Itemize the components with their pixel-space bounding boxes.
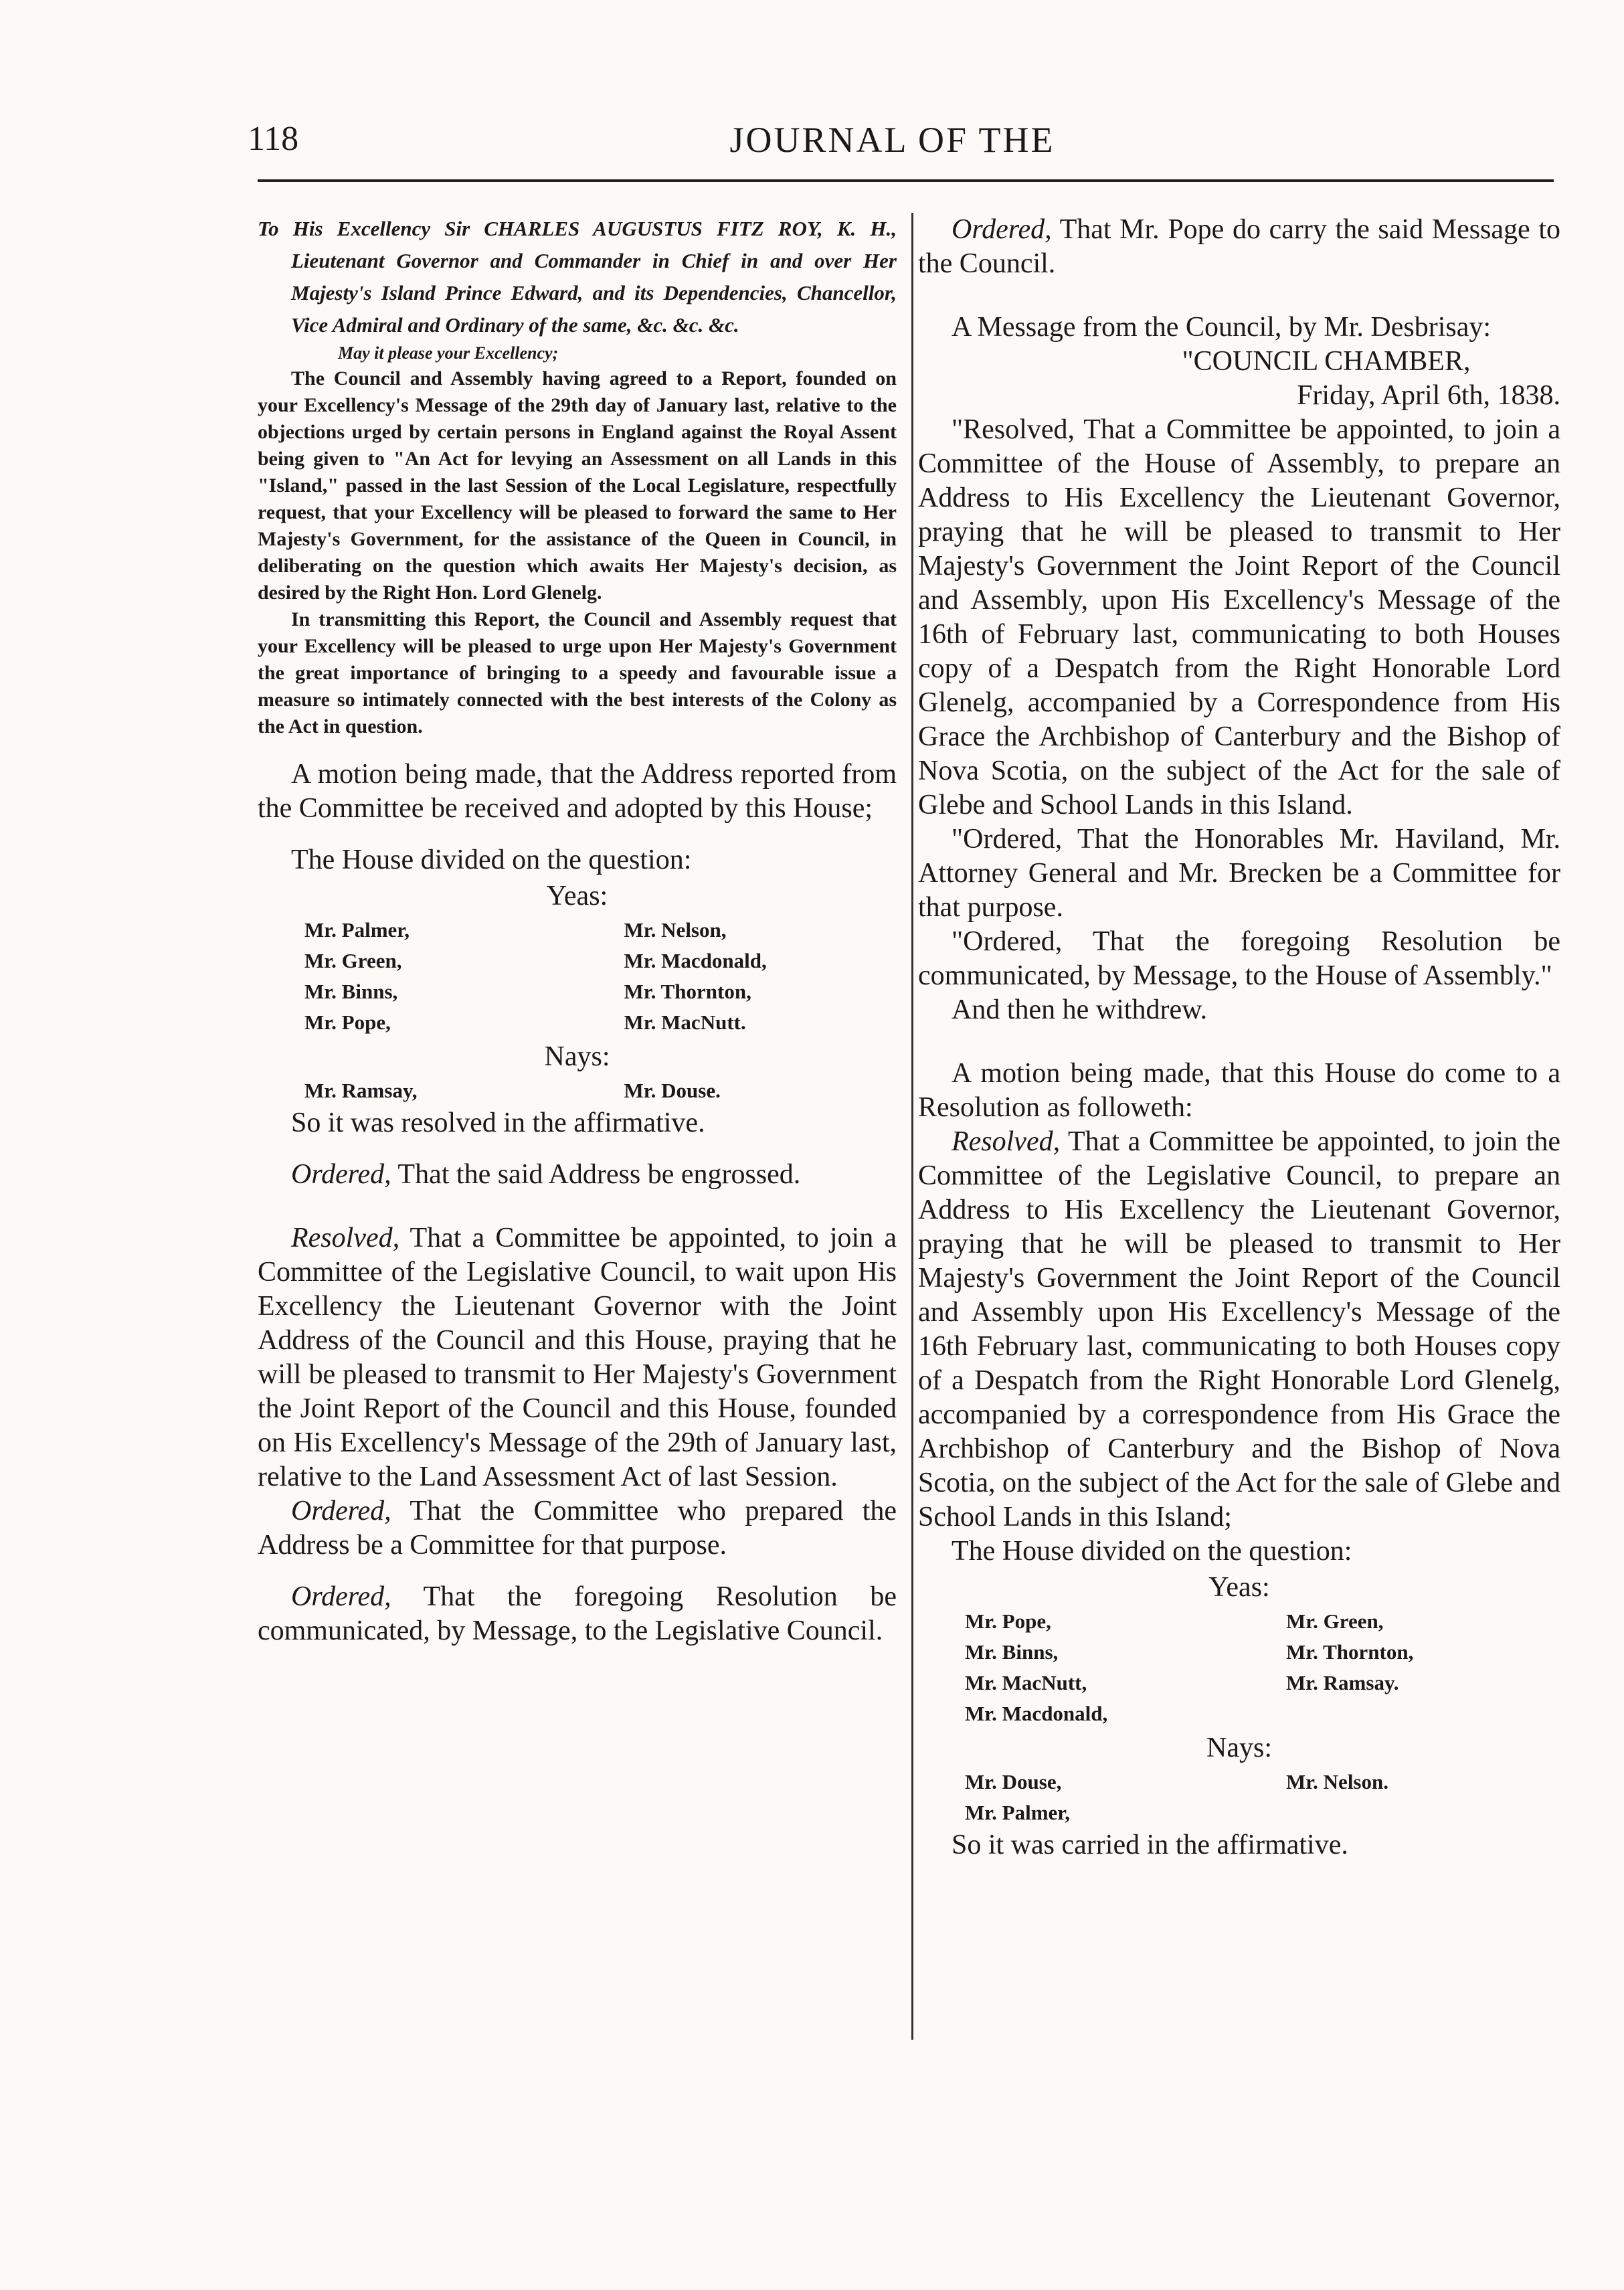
council-resolved: "Resolved, That a Committee be appointed, to join a Committee of the House of Assembly, to prepare an Address to His Excellency the Lieutenant Governor, praying that he will be pleased to transmit to Her Majesty's Government the Joint Report of the Council and Assembly, upon His Excellency's Message of the 16th of February last, communicating to both Houses copy of a Despatch from the Right Honorable Lord Glenelg, accompanied by a Correspondence from His Grace the Archbishop of Canterbury and the Bishop of Nova Scotia, on the subject of the Act for the sale of Glebe and School Lands in this Island. xyxy=(918,414,1560,820)
yea-member: Mr. Green, xyxy=(1286,1609,1384,1633)
yea-member: Mr. MacNutt, xyxy=(965,1671,1087,1694)
yeas-label: Yeas: xyxy=(546,881,608,911)
running-title: JOURNAL OF THE xyxy=(729,120,1055,160)
yea-member: Mr. Thornton, xyxy=(624,980,751,1003)
nay-member: Mr. Douse. xyxy=(624,1079,721,1102)
council-ordered-communicated: "Ordered, That the foregoing Resolution be communicated, by Message, to the House of Assembly." xyxy=(918,926,1560,991)
nay-member: Mr. Douse, xyxy=(965,1770,1062,1793)
yea-member: Mr. Pope, xyxy=(304,1010,391,1034)
yea-member: Mr. Binns, xyxy=(304,980,398,1003)
yeas-list xyxy=(258,915,897,1038)
address-paragraph-2: In transmitting this Report, the Council and Assembly request that your Excellency will be pleased to urge upon Her Majesty's Government the great importance of bringing to a speedy and favourable issue a measure so intimately connected with the best interests of the Colony as the Act in question. xyxy=(258,608,897,737)
resolved-affirmative: So it was resolved in the affirmative. xyxy=(291,1108,705,1138)
yea-member: Mr. Green, xyxy=(304,949,402,972)
ordered-engrossed: Ordered, That the said Address be engrossed. xyxy=(291,1159,801,1190)
right-column xyxy=(918,213,1560,1862)
ordered-communicated: Ordered, That the foregoing Resolution be communicated, by Message, to the Legislative Council. xyxy=(258,1581,897,1646)
withdrew: And then he withdrew. xyxy=(952,994,1208,1025)
nay-member: Mr. Nelson. xyxy=(1286,1770,1388,1793)
motion-paragraph: A motion being made, that the Address reported from the Committee be received and adopted by this House; xyxy=(258,759,897,824)
carried-affirmative: So it was carried in the affirmative. xyxy=(952,1830,1348,1860)
nays-list xyxy=(258,1075,897,1106)
nay-member xyxy=(1239,1797,1560,1828)
yea-member: Mr. Macdonald, xyxy=(624,949,767,972)
header-rule xyxy=(258,179,1554,182)
yeas-label-2: Yeas: xyxy=(1208,1572,1270,1603)
house-divided: The House divided on the question: xyxy=(291,845,692,875)
council-ordered-honorables: "Ordered, That the Honorables Mr. Haviland, Mr. Attorney General and Mr. Brecken be a Committee for that purpose. xyxy=(918,824,1560,923)
nay-member: Mr. Ramsay, xyxy=(304,1079,418,1102)
yea-member: Mr. Nelson, xyxy=(624,918,727,942)
column-divider xyxy=(911,213,913,2040)
yea-member: Mr. Ramsay. xyxy=(1286,1671,1399,1694)
salutation: May it please your Excellency; xyxy=(338,343,559,363)
nays-label-2: Nays: xyxy=(1206,1733,1272,1763)
ordered-pope: Ordered, That Mr. Pope do carry the said Message to the Council. xyxy=(918,214,1560,279)
yea-member: Mr. MacNutt. xyxy=(624,1010,746,1034)
house-divided-2: The House divided on the question: xyxy=(952,1536,1352,1567)
yea-member: Mr. Macdonald, xyxy=(965,1702,1108,1725)
address-heading: To His Excellency Sir CHARLES AUGUSTUS FITZ ROY, K. H., Lieutenant Governor and Commander in Chief in and over Her Majesty's Island Prince Edward, and its Dependencies, Chancellor, Vice Admiral and Ordinary of the same, &c. &c. &c. xyxy=(258,217,897,337)
resolved-committee: Resolved, That a Committee be appointed, to join a Committee of the Legislative Council, to wait upon His Excellency the Lieutenant Governor with the Joint Address of the Council and this House, praying that he will be pleased to transmit to Her Majesty's Government the Joint Report of the Council and this House, founded on His Excellency's Message of the 29th of January last, relative to the Land Assessment Act of last Session. xyxy=(258,1223,897,1492)
nays-label: Nays: xyxy=(544,1041,610,1072)
yeas-list-2 xyxy=(918,1606,1560,1729)
yea-member: Mr. Thornton, xyxy=(1286,1640,1414,1664)
ordered-committee: Ordered, That the Committee who prepared the Address be a Committee for that purpose. xyxy=(258,1496,897,1561)
left-column xyxy=(258,213,897,1648)
yea-member: Mr. Palmer, xyxy=(304,918,410,942)
council-chamber: "COUNCIL CHAMBER, xyxy=(1182,346,1471,377)
nays-list-2 xyxy=(918,1767,1560,1828)
yea-member: Mr. Binns, xyxy=(965,1640,1059,1664)
address-paragraph-1: The Council and Assembly having agreed to a Report, founded on your Excellency's Message of the 29th day of January last, relative to the objections urged by certain persons in England against the Royal Assent being given to "An Act for levying an Assessment on all Lands in this "Island," passed in the last Session of the Local Legislature, respectfully request, that your Excellency will be pleased to forward the same to Her Majesty's Government, for the assistance of the Queen in Council, in deliberating on the question which awaits Her Majesty's decision, as desired by the Right Hon. Lord Glenelg. xyxy=(258,367,897,604)
motion-resolution: A motion being made, that this House do come to a Resolution as followeth: xyxy=(918,1058,1560,1123)
resolved-join: Resolved, That a Committee be appointed, to join the Committee of the Legislative Council, to prepare an Address to His Excellency the Lieutenant Governor, praying that he will be pleased to transmit to Her Majesty's Government the Joint Report of the Council and Assembly upon His Excellency's Message of the 16th February last, communicating to both Houses copy of a Despatch from the Right Honorable Lord Glenelg, accompanied by a correspondence from His Grace the Archbishop of Canterbury and the Bishop of Nova Scotia, on the subject of the Act for the sale of Glebe and School Lands in this Island; xyxy=(918,1126,1560,1532)
page-header xyxy=(248,119,1537,166)
nay-member: Mr. Palmer, xyxy=(965,1801,1070,1824)
yea-member: Mr. Pope, xyxy=(965,1609,1051,1633)
yea-member xyxy=(1239,1698,1560,1729)
council-message: A Message from the Council, by Mr. Desbrisay: xyxy=(952,312,1492,343)
council-date: Friday, April 6th, 1838. xyxy=(1297,380,1560,411)
page-number: 118 xyxy=(248,120,299,158)
